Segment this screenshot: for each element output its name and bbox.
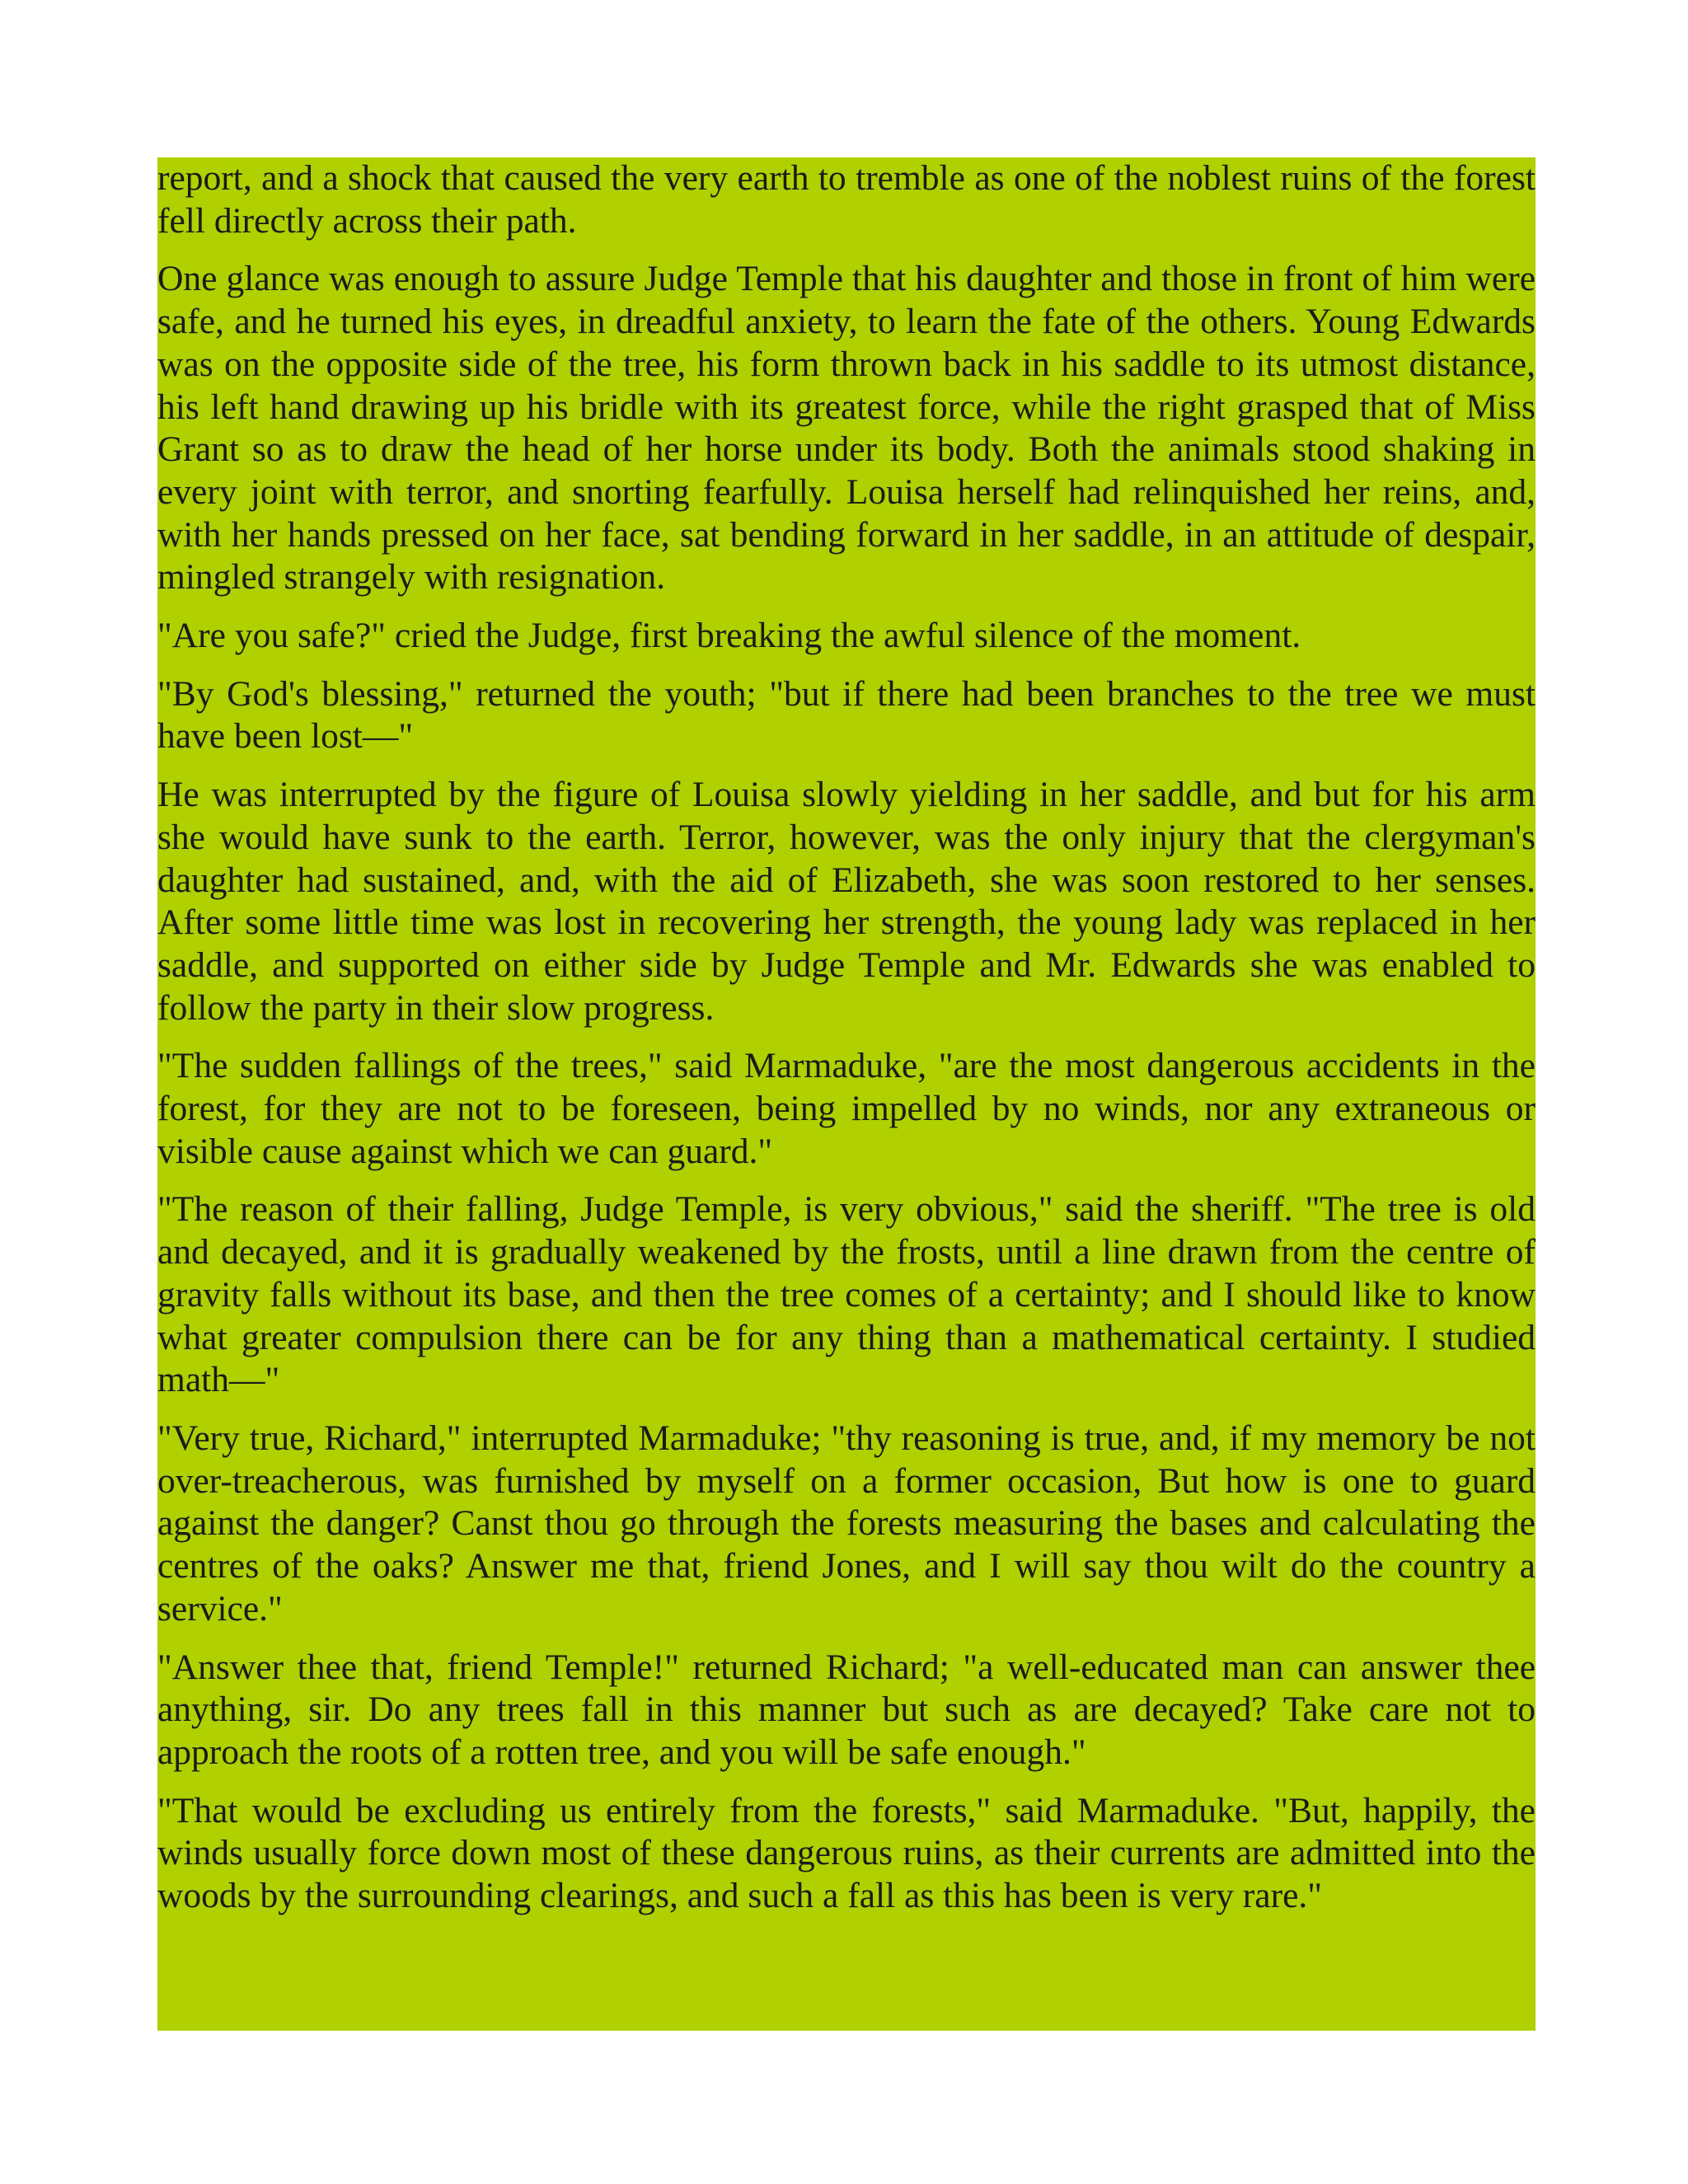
paragraph-2: One glance was enough to assure Judge Temple that his daughter and those in front of him were safe, and he turned his eyes, in dreadful anxiety, to learn the fate of the others. Young Edwards was on the opposite side of the tree, his form thrown back in his saddle to its utmost distance, his left hand drawing up his bridle with its greatest force, while the right grasped that of Miss Grant so as to draw the head of her horse under its body. Both the animals stood shaking in every joint with terror, and snorting fearfully. Louisa herself had relinquished her reins, and, with her hands pressed on her face, sat bending forward in her saddle, in an attitude of despair, mingled strangely with resignation. (157, 259, 1536, 598)
paragraph-5: He was interrupted by the figure of Louisa slowly yielding in her saddle, and but for his arm she would have sunk to the earth. Terror, however, was the only injury that the clergyman's daughter had sustained, and, with the aid of Elizabeth, she was soon restored to her senses. After some little time was lost in recovering her strength, the young lady was replaced in her saddle, and supported on either side by Judge Temple and Mr. Edwards she was enabled to follow the party in their slow progress. (157, 775, 1536, 1028)
paragraph-10: "That would be excluding us entirely from the forests," said Marmaduke. "But, happily, the winds usually force down most of these dangerous ruins, as their currents are admitted into the woods by the surrounding clearings, and such a fall as this has been is very rare." (157, 1790, 1536, 1916)
paragraph-6: "The sudden fallings of the trees," said Marmaduke, "are the most dangerous accidents in the forest, for they are not to be foreseen, being impelled by no winds, nor any extraneous or visible cause against which we can guard." (157, 1046, 1536, 1171)
paragraph-4: "By God's blessing," returned the youth; "but if there had been branches to the tree we must have been lost—" (157, 673, 1536, 757)
paragraph-1: report, and a shock that caused the very earth to tremble as one of the noblest ruins of the forest fell directly across their path. (157, 158, 1536, 241)
paragraph-9: "Answer thee that, friend Temple!" returned Richard; "a well-educated man can answer thee anything, sir. Do any trees fall in this manner but such as are decayed? Take care not to approach the roots of a rotten tree, and you will be safe enough." (157, 1647, 1536, 1772)
text-block (157, 157, 1536, 2031)
paragraph-8: "Very true, Richard," interrupted Marmaduke; "thy reasoning is true, and, if my memory be not over-treacherous, was furnished by myself on a former occasion, But how is one to guard against the danger? Canst thou go through the forests measuring the bases and calculating the centres of the oaks? Answer me that, friend Jones, and I will say thou wilt do the country a service." (157, 1418, 1536, 1629)
paragraph-3: "Are you safe?" cried the Judge, first breaking the awful silence of the moment. (157, 616, 1301, 656)
paragraph-7: "The reason of their falling, Judge Temple, is very obvious," said the sheriff. "The tree is old and decayed, and it is gradually weakened by the frosts, until a line drawn from the centre of gravity falls without its base, and then the tree comes of a certainty; and I should like to know what greater compulsion there can be for any thing than a mathematical certainty. I studied math—" (157, 1189, 1536, 1400)
